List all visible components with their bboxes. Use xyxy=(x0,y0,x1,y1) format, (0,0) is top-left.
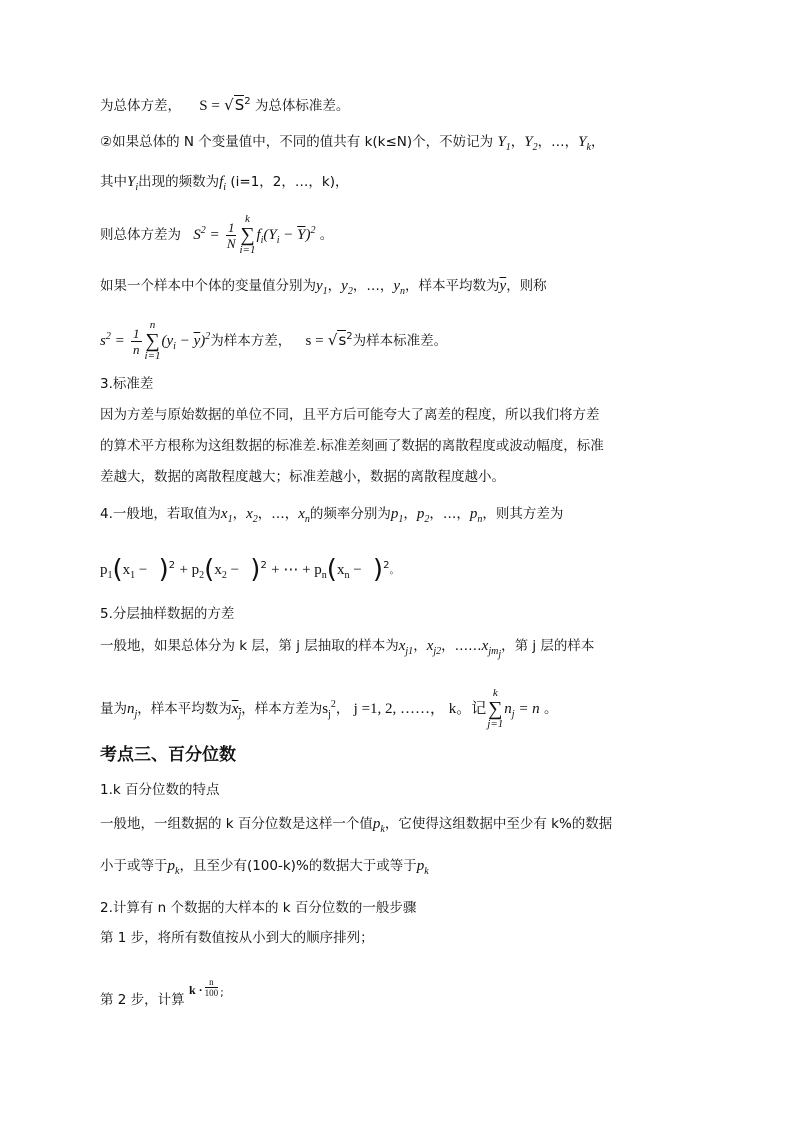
text: 小于或等于 xyxy=(100,858,168,874)
formula-s: s = xyxy=(305,333,324,349)
section-5-title: 5.分层抽样数据的方差 xyxy=(100,606,235,622)
paragraph-line: 差越大，数据的离散程度越大；标准差越小，数据的离散程度越小。 xyxy=(100,469,505,485)
text: (i=1，2，…，k)， xyxy=(230,174,349,190)
sample-values-line: 如果一个样本中个体的变量值分别为$y_1$，$y_2$，…，$y_n$，样本平均数为$\overline{y}$，则称 xyxy=(100,278,547,297)
paragraph-line: 因为方差与原始数据的单位不同，且平方后可能夸大了离差的程度，所以我们将方差 xyxy=(100,407,600,423)
text: ，样本方差为 xyxy=(241,701,323,717)
text: 出现的频数为 xyxy=(138,174,220,190)
sample-variance-formula-line: $s^2$ = $\frac{1}{n}$ n ∑ $i=1(y_i - \overline{y})^2$为样本方差， $s = √s^2$为样本标准差。 xyxy=(100,319,448,362)
sqrt-formula: $√s^2$ xyxy=(327,331,353,349)
text: 的频率分别为 xyxy=(309,506,391,522)
text: 一般地，如果总体分为 k 层，第 j 层抽取的样本为 xyxy=(100,638,399,654)
section-3-title: 3.标准差 xyxy=(100,376,154,392)
text: 一般地，一组数据的 k 百分位数是这样一个值 xyxy=(100,816,373,832)
variance-sum-formula: $p_1(x_1 - )^2 + p_2(x_2 - )^2$ + ⋯ + $p_n(x_n - )^2$。 xyxy=(100,554,400,585)
text: 为样本方差， xyxy=(210,333,292,349)
text: j =1, 2, ……， k。记 xyxy=(353,701,487,717)
step-2: 第 2 步，计算 k · $\frac{n}{100}$ ; xyxy=(100,977,224,1008)
distinct-values-line: ②如果总体的 N 个变量值中，不同的值共有 k(k≤N)个，不妨记为 $Y_1$，$Y_2$，…，$Y_k$， xyxy=(100,134,605,153)
text: ②如果总体的 N 个变量值中，不同的值共有 k(k≤N)个，不妨记为 xyxy=(100,134,494,150)
text: ，则其方差为 xyxy=(482,506,564,522)
text: ，且至少有(100-k)%的数据大于或等于 xyxy=(179,858,417,874)
text: 其中 xyxy=(100,174,127,190)
percentile-definition-line: 一般地，一组数据的 k 百分位数是这样一个值$p_k$，它使得这组数据中至少有 k%的数据 xyxy=(100,816,613,835)
text: ，样本平均数为 xyxy=(405,278,500,294)
text: ，它使得这组数据中至少有 k%的数据 xyxy=(384,816,613,832)
text: ，第 j 层的样本 xyxy=(501,638,595,654)
text: 为样本标准差。 xyxy=(352,333,448,349)
text: 量为 xyxy=(100,701,127,717)
formula-s: S = xyxy=(199,98,220,114)
text: 为总体标准差。 xyxy=(254,98,350,114)
subsection-title: 2.计算有 n 个数据的大样本的 k 百分位数的一般步骤 xyxy=(100,900,417,916)
frequency-line: 其中$Y_i$出现的频数为$f_i$ (i=1，2，…，k)， xyxy=(100,174,349,193)
step-1: 第 1 步，将所有数值按从小到大的顺序排列； xyxy=(100,930,374,946)
sqrt-formula: $√S^2$ xyxy=(224,96,251,114)
percentile-definition-line-2: 小于或等于$p_k$，且至少有(100-k)%的数据大于或等于$p_k$ xyxy=(100,858,429,877)
text: 第 2 步，计算 xyxy=(100,992,185,1008)
paragraph-line: 的算术平方根称为这组数据的标准差.标准差刻画了数据的离散程度或波动幅度，标准 xyxy=(100,438,604,454)
text: 如果一个样本中个体的变量值分别为 xyxy=(100,278,316,294)
population-std-line xyxy=(100,92,700,116)
text: 为总体方差， xyxy=(100,98,181,114)
stratified-stats-line: 量为$n_j$，样本平均数为$x_j$，样本方差为$s_j^2$， j =1, 2, ……， k。记k ∑ $j=1n_j = n$ 。 xyxy=(100,687,558,730)
text: 4.一般地，若取值为 xyxy=(100,506,221,522)
subsection-title: 1.k 百分位数的特点 xyxy=(100,782,220,798)
text: ，则称 xyxy=(506,278,547,294)
text: ，样本平均数为 xyxy=(137,701,232,717)
text: 则总体方差为 xyxy=(100,227,181,243)
population-variance-formula-line: 则总体方差为 $S^2$ = $\frac{1}{N}$ k ∑ $i=1f_i(Y_i - \overline{Y})^2$ 。 xyxy=(100,213,334,256)
section-heading: 考点三、百分位数 xyxy=(100,745,236,765)
frequency-variance-line: 4.一般地，若取值为$x_1$，$x_2$，…，$x_n$的频率分别为$p_1$，$p_2$，…，$p_n$，则其方差为 xyxy=(100,506,564,525)
stratified-sample-line: 一般地，如果总体分为 k 层，第 j 层抽取的样本为$x_{j1}$，$x_{j2}$，$\dots\dots x_{jm_j}$，第 j 层的样本 xyxy=(100,638,595,660)
